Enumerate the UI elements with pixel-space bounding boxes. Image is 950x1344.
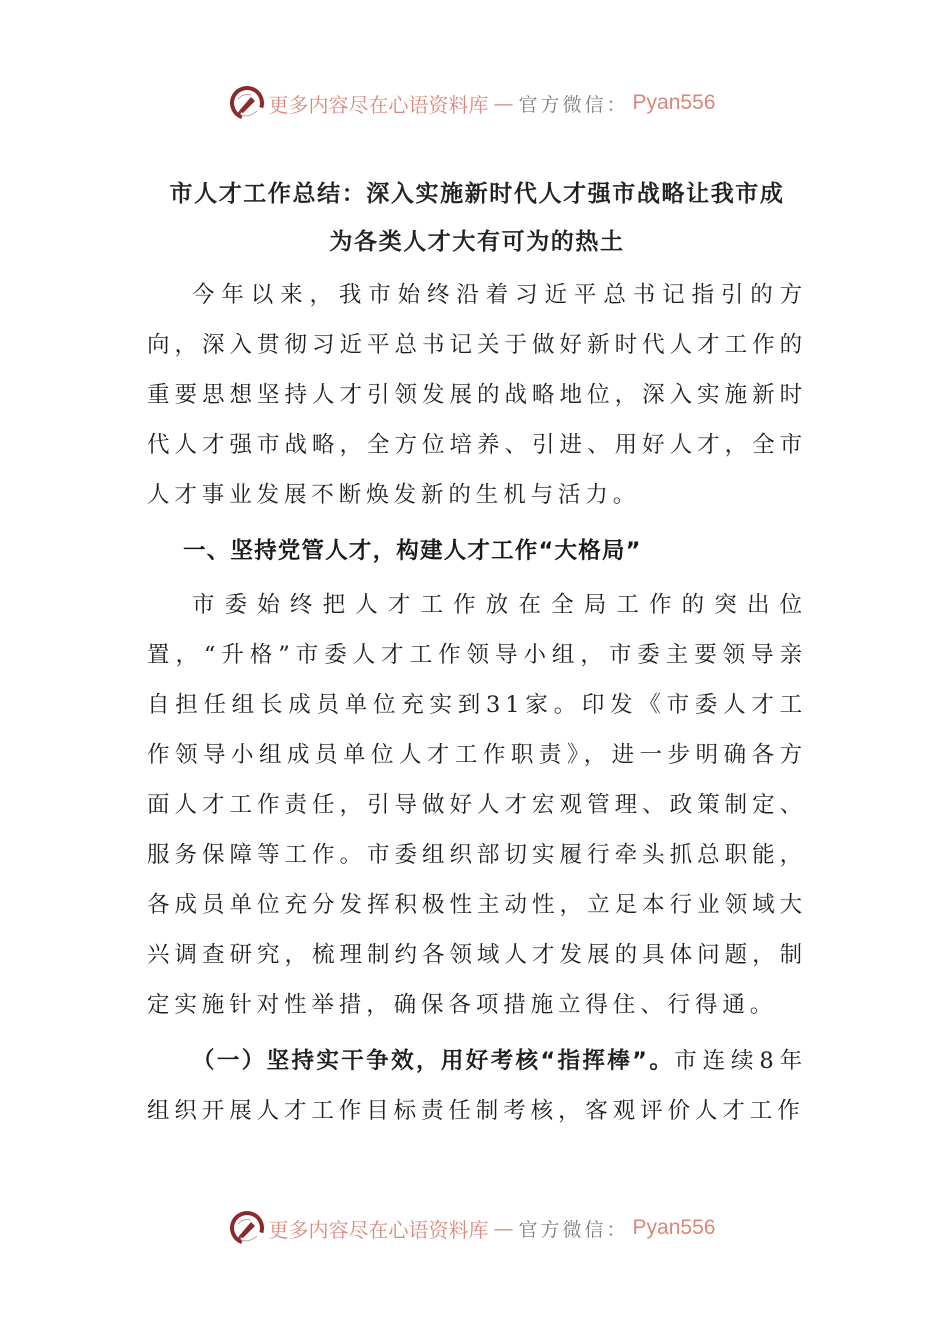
watermark-banner [229,85,716,121]
watermark-wechat-label: 官方微信： [518,1218,629,1241]
header-watermark [0,83,950,123]
watermark-wechat-id: Pyan556 [632,91,716,114]
section-1-heading: 一、坚持党管人才，构建人才工作“大格局” [183,538,642,564]
watermark-wechat-id: Pyan556 [632,1216,716,1239]
footer-watermark [0,1208,950,1248]
subsection-1-heading: （一）坚持实干争效，用好考核“指挥棒”。 [192,1048,675,1074]
watermark-dash: — [493,1216,514,1240]
watermark-library-text: 更多内容尽在心语资料库 [268,92,489,117]
subsection-1-paragraph [147,1036,807,1136]
subsection-1-text: 市连续8年组织开展人才工作目标责任制考核，客观评价人才工作 [147,1048,807,1124]
pen-nib-circle-icon [229,85,265,121]
title-line-2: 为各类人才大有可为的热土 [329,229,625,255]
watermark-library-text: 更多内容尽在心语资料库 [268,1217,489,1242]
pen-nib-circle-icon [229,1210,265,1246]
watermark-dash: — [493,91,514,115]
section-1-paragraph: 市委始终把人才工作放在全局工作的突出位置，“升格”市委人才工作领导小组，市委主要领导亲自担任组长成员单位充实到31家。印发《市委人才工作领导小组成员单位人才工作职责》，进一步明确各方面人才工作责任，引导做好人才宏观管理、政策制定、服务保障等工作。市委组织部切实履行牵头抓总职能，各成员单位充分发挥积极性主动性，立足本行业领域大兴调查研究，梳理制约各领域人才发展的具体问题，制定实施针对性举措，确保各项措施立得住、行得通。 [147,592,807,1018]
intro-paragraph: 今年以来，我市始终沿着习近平总书记指引的方向，深入贯彻习近平总书记关于做好新时代人才工作的重要思想坚持人才引领发展的战略地位，深入实施新时代人才强市战略，全方位培养、引进、用好人才，全市人才事业发展不断焕发新的生机与活力。 [147,282,807,508]
document-title [147,170,807,266]
title-line-1: 市人才工作总结：深入实施新时代人才强市战略让我市成 [169,181,785,207]
document-body [147,170,807,1136]
watermark-wechat-label: 官方微信： [518,93,629,116]
watermark-banner [229,1210,716,1246]
